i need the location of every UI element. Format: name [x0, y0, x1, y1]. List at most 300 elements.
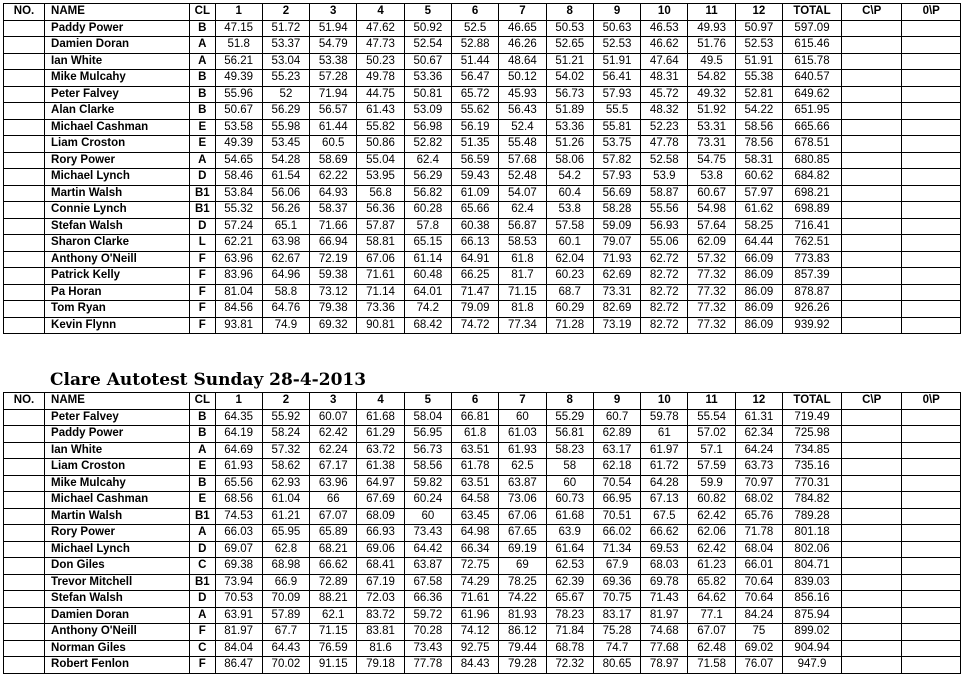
op-cell — [902, 53, 961, 70]
test-time: 53.04 — [262, 53, 309, 70]
op-cell — [902, 202, 961, 219]
table-row — [4, 301, 961, 318]
test-time: 44.75 — [357, 86, 404, 103]
test-time: 65.95 — [262, 525, 309, 542]
total-time: 857.39 — [783, 268, 842, 285]
op-cell — [902, 251, 961, 268]
test-time: 54.79 — [310, 37, 357, 54]
test-time: 48.64 — [499, 53, 546, 70]
op-cell — [902, 301, 961, 318]
test-time: 56.69 — [593, 185, 640, 202]
column-header: 0\P — [902, 393, 961, 410]
test-time: 73.94 — [215, 574, 262, 591]
test-time: 60.48 — [404, 268, 451, 285]
test-time: 49.78 — [357, 70, 404, 87]
test-time: 54.2 — [546, 169, 593, 186]
class-cell: F — [190, 284, 215, 301]
driver-name: Alan Clarke — [45, 103, 190, 120]
test-time: 77.32 — [688, 317, 735, 334]
test-time: 77.32 — [688, 268, 735, 285]
table-row — [4, 426, 961, 443]
test-time: 67.17 — [310, 459, 357, 476]
test-time: 68.7 — [546, 284, 593, 301]
test-time: 56.06 — [262, 185, 309, 202]
cp-cell — [841, 152, 901, 169]
total-time: 804.71 — [783, 558, 842, 575]
test-time: 52.4 — [499, 119, 546, 136]
test-time: 60.29 — [546, 301, 593, 318]
test-time: 50.92 — [404, 20, 451, 37]
test-time: 52.53 — [593, 37, 640, 54]
test-time: 46.65 — [499, 20, 546, 37]
test-time: 57.97 — [735, 185, 782, 202]
test-time: 60.38 — [451, 218, 498, 235]
position-cell — [4, 86, 45, 103]
test-time: 57.02 — [688, 426, 735, 443]
position-cell — [4, 541, 45, 558]
test-time: 77.78 — [404, 657, 451, 674]
op-cell — [902, 442, 961, 459]
test-time: 64.28 — [641, 475, 688, 492]
driver-name: Ian White — [45, 442, 190, 459]
test-time: 70.97 — [735, 475, 782, 492]
test-time: 77.32 — [688, 301, 735, 318]
test-time: 54.22 — [735, 103, 782, 120]
test-time: 69.38 — [215, 558, 262, 575]
test-time: 70.02 — [262, 657, 309, 674]
test-time: 60.82 — [688, 492, 735, 509]
test-time: 62.18 — [593, 459, 640, 476]
cp-cell — [841, 640, 901, 657]
table-row — [4, 119, 961, 136]
table-row — [4, 235, 961, 252]
test-time: 61.21 — [262, 508, 309, 525]
test-time: 60 — [499, 409, 546, 426]
test-time: 65.1 — [262, 218, 309, 235]
test-time: 51.21 — [546, 53, 593, 70]
class-cell: D — [190, 169, 215, 186]
test-time: 73.12 — [310, 284, 357, 301]
test-time: 74.2 — [404, 301, 451, 318]
total-time: 698.89 — [783, 202, 842, 219]
test-time: 56.98 — [404, 119, 451, 136]
test-time: 61.93 — [499, 442, 546, 459]
column-header: TOTAL — [783, 4, 842, 21]
test-time: 59.09 — [593, 218, 640, 235]
class-cell: B — [190, 426, 215, 443]
test-time: 56.73 — [546, 86, 593, 103]
test-time: 61.68 — [546, 508, 593, 525]
test-time: 65.56 — [215, 475, 262, 492]
test-time: 81.7 — [499, 268, 546, 285]
position-cell — [4, 409, 45, 426]
test-time: 51.94 — [310, 20, 357, 37]
op-cell — [902, 640, 961, 657]
results-table-2 — [3, 392, 961, 674]
table-row — [4, 442, 961, 459]
table-row — [4, 268, 961, 285]
test-time: 61 — [641, 426, 688, 443]
test-time: 56.29 — [262, 103, 309, 120]
test-time: 51.44 — [451, 53, 498, 70]
test-time: 50.86 — [357, 136, 404, 153]
test-time: 74.22 — [499, 591, 546, 608]
test-time: 54.98 — [688, 202, 735, 219]
test-time: 68.42 — [404, 317, 451, 334]
op-cell — [902, 492, 961, 509]
test-time: 64.69 — [215, 442, 262, 459]
test-time: 61.09 — [451, 185, 498, 202]
position-cell — [4, 169, 45, 186]
test-time: 62.4 — [404, 152, 451, 169]
total-time: 615.46 — [783, 37, 842, 54]
test-time: 63.91 — [215, 607, 262, 624]
test-time: 63.87 — [499, 475, 546, 492]
class-cell: F — [190, 251, 215, 268]
column-header: 9 — [593, 393, 640, 410]
test-time: 62.1 — [310, 607, 357, 624]
test-time: 68.03 — [641, 558, 688, 575]
column-header: 10 — [641, 4, 688, 21]
test-time: 56.82 — [404, 185, 451, 202]
test-time: 55.06 — [641, 235, 688, 252]
test-time: 64.35 — [215, 409, 262, 426]
test-time: 57.58 — [546, 218, 593, 235]
test-time: 71.94 — [310, 86, 357, 103]
position-cell — [4, 525, 45, 542]
test-time: 59.72 — [404, 607, 451, 624]
test-time: 81.97 — [641, 607, 688, 624]
table-row — [4, 317, 961, 334]
test-time: 48.31 — [641, 70, 688, 87]
total-time: 597.09 — [783, 20, 842, 37]
test-time: 52.65 — [546, 37, 593, 54]
test-time: 71.78 — [735, 525, 782, 542]
test-time: 71.15 — [310, 624, 357, 641]
op-cell — [902, 119, 961, 136]
cp-cell — [841, 251, 901, 268]
test-time: 55.62 — [451, 103, 498, 120]
test-time: 68.09 — [357, 508, 404, 525]
test-time: 58.24 — [262, 426, 309, 443]
test-time: 84.43 — [451, 657, 498, 674]
op-cell — [902, 525, 961, 542]
test-time: 60.62 — [735, 169, 782, 186]
test-time: 70.28 — [404, 624, 451, 641]
test-time: 68.41 — [357, 558, 404, 575]
test-time: 70.53 — [215, 591, 262, 608]
column-header: NO. — [4, 393, 45, 410]
test-time: 52 — [262, 86, 309, 103]
class-cell: B1 — [190, 574, 215, 591]
test-time: 58.28 — [593, 202, 640, 219]
test-time: 58.56 — [735, 119, 782, 136]
total-time: 684.82 — [783, 169, 842, 186]
test-time: 59.78 — [641, 409, 688, 426]
test-time: 56.73 — [404, 442, 451, 459]
table-row — [4, 492, 961, 509]
test-time: 46.26 — [499, 37, 546, 54]
test-time: 69 — [499, 558, 546, 575]
test-time: 58.56 — [404, 459, 451, 476]
test-time: 61.68 — [357, 409, 404, 426]
test-time: 82.72 — [641, 284, 688, 301]
test-time: 70.09 — [262, 591, 309, 608]
class-cell: B — [190, 86, 215, 103]
total-time: 680.85 — [783, 152, 842, 169]
test-time: 65.15 — [404, 235, 451, 252]
test-time: 47.64 — [641, 53, 688, 70]
test-time: 64.96 — [262, 268, 309, 285]
total-time: 649.62 — [783, 86, 842, 103]
test-time: 60.7 — [593, 409, 640, 426]
test-time: 62.04 — [546, 251, 593, 268]
header-row — [4, 393, 961, 410]
cp-cell — [841, 442, 901, 459]
test-time: 63.98 — [262, 235, 309, 252]
test-time: 82.72 — [641, 268, 688, 285]
test-time: 52.54 — [404, 37, 451, 54]
op-cell — [902, 607, 961, 624]
test-time: 49.5 — [688, 53, 735, 70]
class-cell: L — [190, 235, 215, 252]
test-time: 64.97 — [357, 475, 404, 492]
cp-cell — [841, 37, 901, 54]
test-time: 55.98 — [262, 119, 309, 136]
test-time: 61.8 — [451, 426, 498, 443]
test-time: 67.9 — [593, 558, 640, 575]
driver-name: Liam Croston — [45, 459, 190, 476]
test-time: 66 — [310, 492, 357, 509]
test-time: 64.01 — [404, 284, 451, 301]
test-time: 67.58 — [404, 574, 451, 591]
class-cell: F — [190, 317, 215, 334]
cp-cell — [841, 70, 901, 87]
class-cell: A — [190, 525, 215, 542]
position-cell — [4, 558, 45, 575]
test-time: 66.94 — [310, 235, 357, 252]
test-time: 57.82 — [593, 152, 640, 169]
test-time: 68.02 — [735, 492, 782, 509]
test-time: 53.84 — [215, 185, 262, 202]
test-time: 63.51 — [451, 442, 498, 459]
driver-name: Norman Giles — [45, 640, 190, 657]
test-time: 51.26 — [546, 136, 593, 153]
test-time: 55.56 — [641, 202, 688, 219]
cp-cell — [841, 459, 901, 476]
test-time: 58.62 — [262, 459, 309, 476]
class-cell: A — [190, 53, 215, 70]
driver-name: Stefan Walsh — [45, 591, 190, 608]
test-time: 77.32 — [688, 284, 735, 301]
class-cell: F — [190, 301, 215, 318]
total-time: 640.57 — [783, 70, 842, 87]
test-time: 60.1 — [546, 235, 593, 252]
op-cell — [902, 426, 961, 443]
table-row — [4, 152, 961, 169]
test-time: 83.96 — [215, 268, 262, 285]
total-time: 904.94 — [783, 640, 842, 657]
op-cell — [902, 574, 961, 591]
test-time: 78.23 — [546, 607, 593, 624]
op-cell — [902, 103, 961, 120]
test-time: 56.29 — [404, 169, 451, 186]
test-time: 50.63 — [593, 20, 640, 37]
table-row — [4, 508, 961, 525]
test-time: 61.78 — [451, 459, 498, 476]
test-time: 60.28 — [404, 202, 451, 219]
test-time: 76.59 — [310, 640, 357, 657]
test-time: 52.48 — [499, 169, 546, 186]
cp-cell — [841, 541, 901, 558]
test-time: 86.09 — [735, 317, 782, 334]
test-time: 57.1 — [688, 442, 735, 459]
test-time: 64.58 — [451, 492, 498, 509]
test-time: 61.96 — [451, 607, 498, 624]
test-time: 86.09 — [735, 301, 782, 318]
test-time: 51.91 — [593, 53, 640, 70]
driver-name: Peter Falvey — [45, 409, 190, 426]
test-time: 56.21 — [215, 53, 262, 70]
test-time: 62.21 — [215, 235, 262, 252]
test-time: 63.87 — [404, 558, 451, 575]
test-time: 71.43 — [641, 591, 688, 608]
test-time: 83.72 — [357, 607, 404, 624]
test-time: 79.18 — [357, 657, 404, 674]
test-time: 71.15 — [499, 284, 546, 301]
test-time: 48.32 — [641, 103, 688, 120]
cp-cell — [841, 235, 901, 252]
test-time: 71.28 — [546, 317, 593, 334]
test-time: 45.93 — [499, 86, 546, 103]
test-time: 67.19 — [357, 574, 404, 591]
test-time: 67.13 — [641, 492, 688, 509]
test-time: 61.38 — [357, 459, 404, 476]
test-time: 56.26 — [262, 202, 309, 219]
cp-cell — [841, 657, 901, 674]
test-time: 58.23 — [546, 442, 593, 459]
column-header: 12 — [735, 4, 782, 21]
driver-name: Michael Lynch — [45, 541, 190, 558]
test-time: 62.42 — [688, 541, 735, 558]
test-time: 91.15 — [310, 657, 357, 674]
class-cell: E — [190, 119, 215, 136]
test-time: 54.82 — [688, 70, 735, 87]
position-cell — [4, 508, 45, 525]
driver-name: Michael Lynch — [45, 169, 190, 186]
test-time: 93.81 — [215, 317, 262, 334]
test-time: 55.82 — [357, 119, 404, 136]
total-time: 899.02 — [783, 624, 842, 641]
driver-name: Liam Croston — [45, 136, 190, 153]
test-time: 58.81 — [357, 235, 404, 252]
test-time: 60.67 — [688, 185, 735, 202]
test-time: 59.9 — [688, 475, 735, 492]
test-time: 56.43 — [499, 103, 546, 120]
test-time: 58.69 — [310, 152, 357, 169]
test-time: 63.96 — [310, 475, 357, 492]
test-time: 61.29 — [357, 426, 404, 443]
test-time: 52.53 — [735, 37, 782, 54]
driver-name: Don Giles — [45, 558, 190, 575]
test-time: 50.97 — [735, 20, 782, 37]
cp-cell — [841, 103, 901, 120]
test-time: 59.38 — [310, 268, 357, 285]
cp-cell — [841, 317, 901, 334]
table-row — [4, 591, 961, 608]
position-cell — [4, 218, 45, 235]
test-time: 67.06 — [499, 508, 546, 525]
test-time: 63.96 — [215, 251, 262, 268]
test-time: 71.61 — [357, 268, 404, 285]
column-header: NO. — [4, 4, 45, 21]
driver-name: Michael Cashman — [45, 119, 190, 136]
table-row — [4, 202, 961, 219]
test-time: 73.06 — [499, 492, 546, 509]
test-time: 70.51 — [593, 508, 640, 525]
class-cell: F — [190, 657, 215, 674]
test-time: 74.7 — [593, 640, 640, 657]
test-time: 67.07 — [688, 624, 735, 641]
test-time: 77.34 — [499, 317, 546, 334]
op-cell — [902, 169, 961, 186]
driver-name: Trevor Mitchell — [45, 574, 190, 591]
test-time: 56.59 — [451, 152, 498, 169]
op-cell — [902, 284, 961, 301]
test-time: 66.02 — [593, 525, 640, 542]
test-time: 77.1 — [688, 607, 735, 624]
test-time: 70.75 — [593, 591, 640, 608]
test-time: 81.6 — [357, 640, 404, 657]
test-time: 60 — [546, 475, 593, 492]
test-time: 68.56 — [215, 492, 262, 509]
test-time: 57.89 — [262, 607, 309, 624]
test-time: 53.36 — [404, 70, 451, 87]
test-time: 59.82 — [404, 475, 451, 492]
driver-name: Connie Lynch — [45, 202, 190, 219]
test-time: 72.03 — [357, 591, 404, 608]
driver-name: Tom Ryan — [45, 301, 190, 318]
total-time: 770.31 — [783, 475, 842, 492]
total-time: 725.98 — [783, 426, 842, 443]
table-row — [4, 169, 961, 186]
driver-name: Martin Walsh — [45, 185, 190, 202]
test-time: 58.87 — [641, 185, 688, 202]
op-cell — [902, 541, 961, 558]
test-time: 53.31 — [688, 119, 735, 136]
test-time: 64.43 — [262, 640, 309, 657]
op-cell — [902, 86, 961, 103]
test-time: 53.09 — [404, 103, 451, 120]
test-time: 69.19 — [499, 541, 546, 558]
test-time: 60.24 — [404, 492, 451, 509]
position-cell — [4, 640, 45, 657]
total-time: 716.41 — [783, 218, 842, 235]
test-time: 62.42 — [310, 426, 357, 443]
class-cell: A — [190, 152, 215, 169]
test-time: 50.67 — [404, 53, 451, 70]
column-header: 6 — [451, 393, 498, 410]
test-time: 68.78 — [546, 640, 593, 657]
position-cell — [4, 251, 45, 268]
test-time: 58.37 — [310, 202, 357, 219]
test-time: 69.53 — [641, 541, 688, 558]
test-time: 67.7 — [262, 624, 309, 641]
test-time: 61.23 — [688, 558, 735, 575]
test-time: 67.07 — [310, 508, 357, 525]
test-time: 66.36 — [404, 591, 451, 608]
test-time: 79.28 — [499, 657, 546, 674]
